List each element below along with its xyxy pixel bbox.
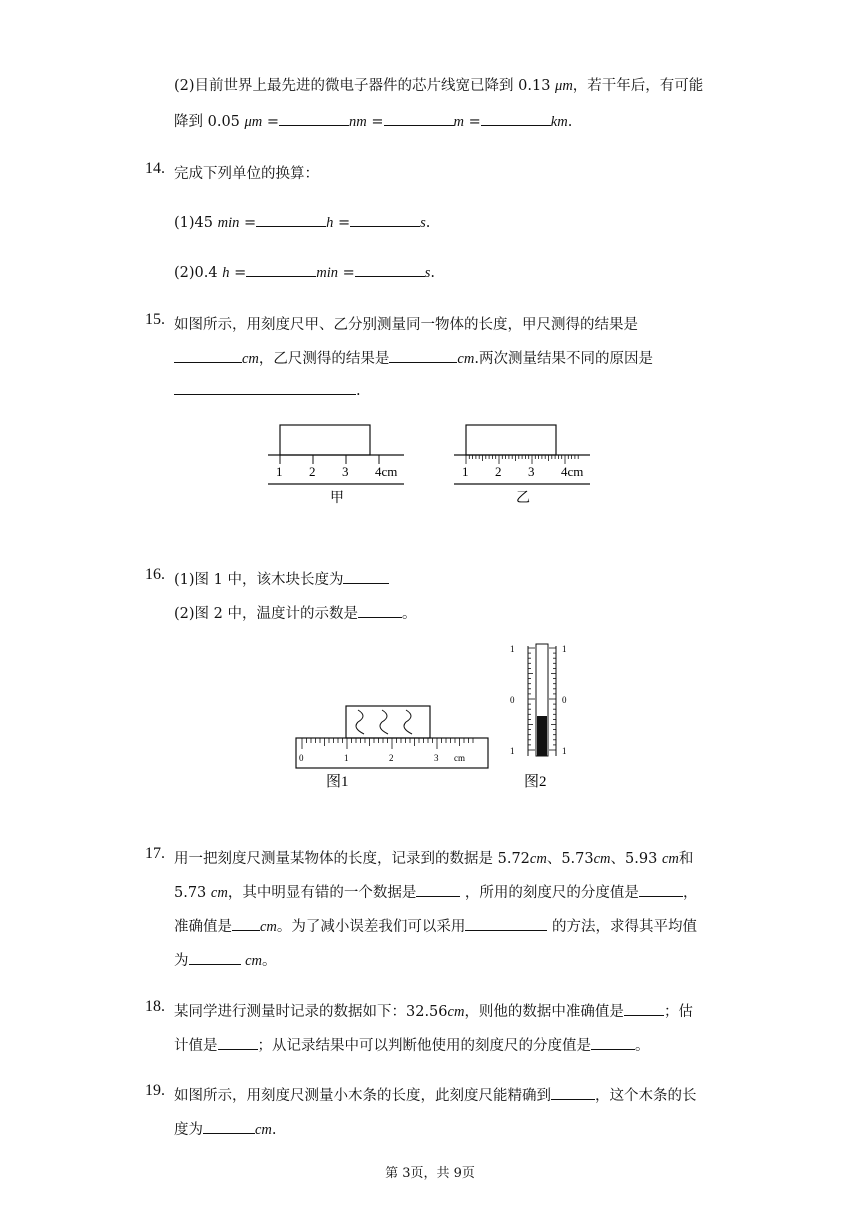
answer-blank[interactable]	[174, 380, 356, 395]
q14-stem: 完成下列单位的换算：	[174, 166, 319, 182]
text: (2)目前世界上最先进的微电子器件的芯片线宽已降到 0.13	[174, 78, 556, 94]
answer-blank[interactable]	[218, 1035, 258, 1050]
question-number: 17.	[145, 845, 165, 862]
text: .两次测量结果不同的原因是	[474, 351, 653, 367]
scale-label: 1	[562, 746, 567, 756]
text: =	[464, 114, 481, 130]
answer-blank[interactable]	[343, 569, 389, 584]
q14-part2	[174, 262, 435, 282]
unit: cm	[529, 851, 547, 867]
text: ，乙尺测得的结果是	[258, 351, 390, 367]
tick-label: 4cm	[375, 464, 398, 479]
q17-line4	[174, 949, 277, 970]
figure-caption: 图1	[326, 774, 349, 790]
unit: cm	[447, 1004, 465, 1020]
q13-part2-line1	[174, 74, 703, 95]
q16-fig2-thermometer	[502, 640, 582, 792]
q13-part2-line2	[174, 110, 572, 131]
answer-blank[interactable]	[481, 111, 551, 126]
text: ，其中明显有错的一个数据是	[227, 885, 417, 901]
text: 用一把刻度尺测量某物体的长度，记录到的数据是 5.72	[174, 851, 530, 867]
text: 5.73	[174, 885, 211, 901]
object-block	[280, 425, 370, 455]
scale-label: 0	[562, 695, 567, 705]
text: 为	[174, 953, 189, 969]
unit: μm	[555, 78, 573, 94]
text: (2)图 2 中，温度计的示数是	[174, 606, 358, 622]
q16-line1	[174, 568, 389, 589]
answer-blank[interactable]	[416, 882, 460, 897]
q16-line2	[174, 602, 416, 623]
text: 。	[262, 953, 277, 969]
unit: h	[326, 215, 334, 231]
q17-line3	[174, 915, 697, 936]
answer-blank[interactable]	[256, 212, 326, 227]
answer-blank[interactable]	[639, 882, 683, 897]
answer-blank[interactable]	[358, 603, 402, 618]
text: 某同学进行测量时记录的数据如下：32.56	[174, 1004, 448, 1020]
q14-part1	[174, 212, 430, 232]
text: 。	[635, 1038, 650, 1054]
unit: m	[453, 114, 465, 130]
answer-blank[interactable]	[384, 111, 454, 126]
unit: s	[424, 265, 431, 281]
text: ，则他的数据中准确值是	[464, 1004, 624, 1020]
q15-line2	[174, 347, 653, 368]
q15-line3	[174, 380, 361, 399]
text: .	[567, 114, 573, 130]
unit: cm	[260, 919, 277, 935]
q17-line2	[174, 881, 697, 902]
text: 降到 0.05	[174, 114, 245, 130]
answer-blank[interactable]	[389, 348, 457, 363]
figure-label: 甲	[330, 491, 344, 506]
scale-label: 1	[510, 644, 515, 654]
liquid-column	[537, 716, 547, 756]
tick-label: 2	[309, 464, 316, 479]
question-number: 14.	[145, 160, 165, 177]
q17-line1	[174, 847, 693, 868]
text: ；从记录结果中可以判断他使用的刻度尺的分度值是	[257, 1038, 591, 1054]
q18-line2	[174, 1034, 650, 1055]
figure-label: 乙	[516, 491, 530, 506]
unit: cm	[593, 851, 611, 867]
question-number: 19.	[145, 1082, 165, 1099]
tick-label: cm	[454, 753, 465, 763]
text: =	[239, 215, 257, 231]
text: 。	[401, 606, 417, 622]
answer-blank[interactable]	[355, 262, 425, 277]
answer-blank[interactable]	[591, 1035, 635, 1050]
scale-label: 0	[510, 695, 515, 705]
answer-blank[interactable]	[350, 212, 420, 227]
q16-fig1-ruler	[290, 698, 500, 793]
text: .	[425, 215, 431, 231]
tick-label: 3	[528, 464, 535, 479]
text: 、5.73	[546, 851, 594, 867]
text: 准确值是	[174, 919, 232, 935]
tick-label: 1	[344, 753, 349, 763]
tick-label: 1	[462, 464, 469, 479]
unit: h	[222, 265, 230, 281]
unit: cm	[242, 351, 259, 367]
unit: s	[420, 215, 426, 231]
text: =	[337, 265, 355, 281]
unit: cm	[245, 953, 263, 969]
text: =	[229, 265, 247, 281]
scale-label: 1	[562, 644, 567, 654]
answer-blank[interactable]	[624, 1001, 664, 1016]
text: .	[356, 383, 361, 399]
page-footer: 第 3页，共 9页	[385, 1166, 475, 1181]
unit: cm	[255, 1122, 272, 1138]
answer-blank[interactable]	[189, 950, 241, 965]
tick-label: 0	[299, 753, 304, 763]
question-number: 16.	[145, 566, 165, 583]
text: 计值是	[174, 1038, 218, 1054]
text: 的方法，求得其平均值	[547, 919, 698, 935]
tick-label: 1	[276, 464, 283, 479]
ruler-yi	[454, 425, 590, 506]
wood-grain	[356, 710, 412, 734]
unit: cm	[457, 351, 475, 367]
answer-blank[interactable]	[246, 262, 316, 277]
ruler-ticks	[302, 738, 473, 749]
text: (1)图 1 中，该木块长度为	[174, 572, 344, 588]
text: =	[262, 114, 280, 130]
text: 。为了减小误差我们可以采用	[276, 919, 466, 935]
answer-blank[interactable]	[551, 1085, 595, 1100]
question-number: 15.	[145, 311, 165, 328]
tick-label: 2	[495, 464, 502, 479]
answer-blank[interactable]	[203, 1119, 255, 1134]
text: 和	[678, 851, 694, 867]
question-number: 18.	[145, 998, 165, 1015]
scale-label: 1	[510, 746, 515, 756]
unit: min	[316, 265, 338, 281]
tick-label: 2	[389, 753, 394, 763]
q15-line1: 如图所示，用刻度尺甲、乙分别测量同一物体的长度，甲尺测得的结果是	[174, 317, 638, 333]
tick-label: 4cm	[561, 464, 584, 479]
text: =	[333, 215, 351, 231]
q19-line2	[174, 1118, 277, 1139]
tick-label: 3	[434, 753, 439, 763]
minor-ticks	[466, 455, 578, 464]
text: (2)0.4	[174, 265, 223, 281]
figure-caption: 图2	[524, 774, 547, 790]
answer-blank[interactable]	[232, 916, 260, 931]
q15-ruler-figure	[262, 420, 602, 510]
unit: nm	[349, 114, 367, 130]
text: ，	[682, 885, 698, 901]
text: ，这个木条的长	[595, 1088, 697, 1104]
unit: cm	[661, 851, 679, 867]
text: .	[271, 1122, 277, 1138]
ruler-jia	[268, 425, 404, 506]
answer-blank[interactable]	[465, 916, 547, 931]
unit: km	[550, 114, 568, 130]
tick-label: 3	[342, 464, 349, 479]
text: ，所用的刻度尺的分度值是	[460, 885, 639, 901]
object-block	[466, 425, 556, 455]
text: 度为	[174, 1122, 203, 1138]
answer-blank[interactable]	[279, 111, 349, 126]
unit: min	[217, 215, 240, 231]
text: ，若干年后，有可能	[572, 78, 704, 94]
text: 、5.93	[610, 851, 662, 867]
text: (1)45	[174, 215, 218, 231]
unit: μm	[244, 114, 263, 130]
q19-line1	[174, 1084, 697, 1105]
q18-line1	[174, 1000, 693, 1021]
text: ；估	[663, 1004, 693, 1020]
text: =	[366, 114, 384, 130]
text: 如图所示，用刻度尺测量小木条的长度，此刻度尺能精确到	[174, 1088, 551, 1104]
text: .	[430, 265, 436, 281]
unit: cm	[210, 885, 228, 901]
answer-blank[interactable]	[174, 348, 242, 363]
